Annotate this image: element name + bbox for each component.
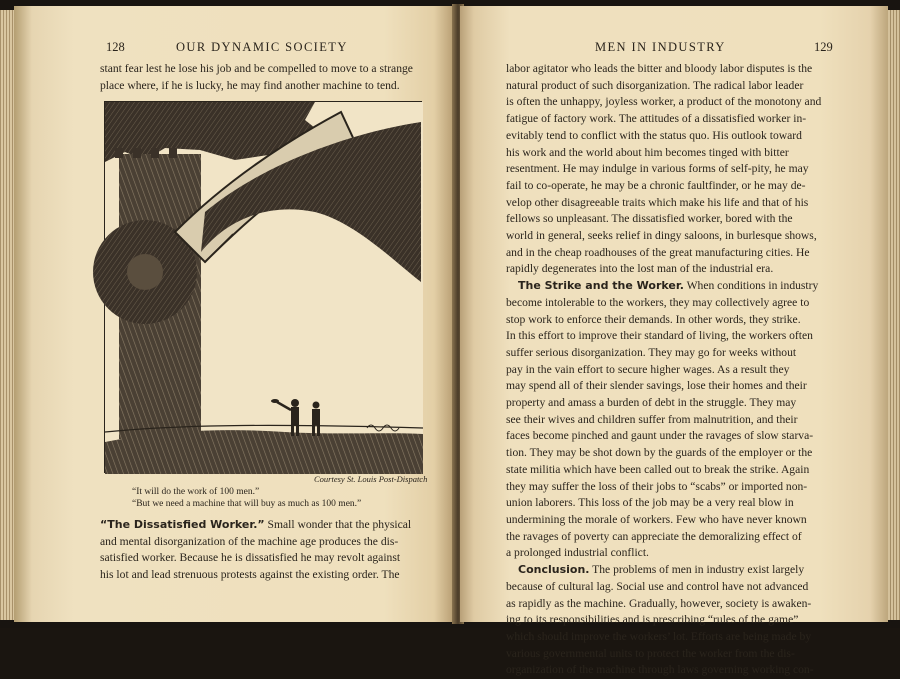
paragraph [506, 295, 836, 562]
text-line: velop other disagreeable traits which make his life and that of his [506, 195, 809, 209]
text-line: resentment. He may indulge in various forms of self-pity, he may [506, 162, 809, 176]
text-line: they may suffer the loss of their jobs to “scabs” or imported non- [506, 479, 808, 493]
text-line: Small wonder that the physical [267, 518, 412, 531]
text-line: and in the cheap roadhouses of the great manufacturing cities. He [506, 245, 810, 259]
text-line: property and amass a burden of debt in the struggle. They may [506, 396, 797, 410]
text-line: fatigue of factory work. The attitudes of a dissatisfied worker in- [506, 112, 807, 126]
caption-line: “But we need a machine that will buy as much as 100 men.” [132, 498, 362, 509]
text-line: evitably tend to conflict with the status quo. His outlook toward [506, 128, 802, 142]
text-line: fail to co-operate, he may be a chronic faultfinder, or he may de- [506, 178, 806, 192]
text-line: is often the unhappy, joyless worker, a product of the monotony and [506, 95, 822, 109]
paragraph [506, 61, 836, 278]
text-line: In this effort to improve their standard of living, the workers often [506, 329, 813, 343]
text-line: labor agitator who leads the bitter and bloody labor disputes is the [506, 62, 813, 75]
dissatisfied-worker-section [100, 517, 422, 584]
section-heading: The Strike and the Worker. [518, 279, 684, 293]
running-head: OUR DYNAMIC SOCIETY [176, 40, 348, 54]
text-line: stant fear lest he lose his job and be compelled to move to a strange [100, 62, 413, 75]
text-line: union laborers. This loss of the job may be a very real blow in [506, 496, 794, 510]
page-number: 129 [814, 40, 833, 54]
text-line: which should improve the workers’ lot. Efforts are being made by [506, 629, 812, 643]
text-line: pay in the vain effort to secure higher wages. As a result they [506, 362, 790, 376]
text-line: tion. They may be shot down by the guards of the employer or the [506, 446, 813, 460]
figure-credit: Courtesy St. Louis Post-Dispatch [314, 474, 428, 484]
text-line: faces become pinched and gaunt under the ravages of slow starva- [506, 429, 814, 443]
text-line: stop work to enforce their demands. In other words, they strike. [506, 312, 801, 326]
text-line: a prolonged industrial conflict. [506, 546, 649, 560]
section-heading: “The Dissatisfied Worker.” [100, 518, 265, 531]
text-line: When conditions in industry [686, 279, 819, 293]
opening-text [100, 61, 422, 94]
text-line: organization of the machine through laws governing working con- [506, 663, 814, 677]
text-line: and mental disorganization of the machine age produces the dis- [100, 534, 399, 548]
text-line: as rapidly as the machine. Gradually, however, society is awaken- [506, 596, 812, 610]
text-line: place where, if he is lucky, he may find another machine to tend. [100, 78, 400, 92]
text-line: natural product of such disorganization. The radical labor leader [506, 78, 804, 92]
left-page [14, 6, 454, 622]
text-line: the ravages of poverty can appreciate the demoralizing effect of [506, 529, 802, 543]
page-number: 128 [106, 40, 125, 54]
text-line: his work and the world about him becomes tinged with bitter [506, 145, 789, 159]
cartoon-illustration [104, 101, 422, 473]
text-line: world in general, seeks relief in dingy saloons, in burlesque shows, [506, 229, 817, 243]
text-line: suffer serious disorganization. They may go for weeks without [506, 345, 797, 359]
text-line: undermining the morale of workers. Few who have never known [506, 512, 807, 526]
text-line: satisfied worker. Because he is dissatisfied he may revolt against [100, 551, 401, 565]
text-line: The problems of men in industry exist largely [592, 563, 805, 577]
text-line: may spend all of their slender savings, lose their homes and their [506, 379, 807, 393]
text-line: ing to its responsibilities and is prescribing “rules of the game” [506, 613, 799, 627]
running-head: MEN IN INDUSTRY [595, 40, 726, 54]
text-line: rapidly degenerates into the lost man of the industrial era. [506, 262, 774, 276]
figure-caption [132, 487, 361, 510]
text-line: his lot and lead strenuous protests against the existing order. The [100, 568, 400, 582]
text-line: see their wives and children suffer from malnutrition, and their [506, 412, 798, 426]
right-page [460, 6, 888, 677]
text-line: fellows so unpleasant. The dissatisfied worker, bored with the [506, 212, 793, 226]
right-page-text [506, 61, 836, 679]
paragraph [506, 579, 836, 679]
text-line: various governmental units to protect the worker from the dis- [506, 646, 795, 660]
caption-line: “It will do the work of 100 men.” [132, 487, 260, 497]
text-line: state militia which have been called out to break the strike. Again [506, 462, 810, 476]
cartoon-drawing [105, 102, 423, 474]
text-line: because of cultural lag. Social use and control have not advanced [506, 579, 809, 593]
section-heading: Conclusion. [518, 563, 590, 577]
text-line: become intolerable to the workers, they may collectively agree to [506, 295, 810, 309]
